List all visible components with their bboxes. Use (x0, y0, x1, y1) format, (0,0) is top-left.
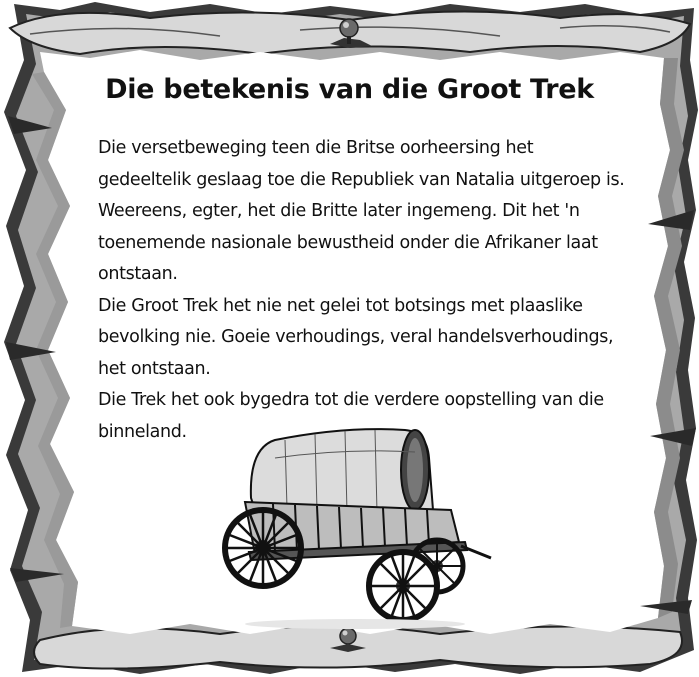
text-line: Die Trek het ook bygedra tot die verdere oopstelling van die (98, 390, 604, 410)
text-line: binneland. (98, 421, 187, 442)
text-line: Die Groot Trek het nie net gelei tot botsings met plaaslike (98, 295, 583, 316)
text-line: Die versetbeweging teen die Britse oorheersing het (98, 138, 534, 158)
wagon-near-wheel (369, 552, 437, 620)
wagon-rear-wheel (225, 510, 301, 586)
text-line: ontstaan. (98, 264, 178, 284)
body-text (98, 133, 668, 448)
text-line: het ontstaan. (98, 358, 211, 379)
text-line: Weereens, egter, het die Britte later ingemeng. Dit het 'n (98, 201, 580, 221)
text-line: toenemende nasionale bewustheid onder die Afrikaner laat (98, 232, 598, 253)
text-line: bevolking nie. Goeie verhoudings, veral handelsverhoudings, (98, 327, 614, 347)
ox-wagon-icon (215, 418, 495, 633)
wagon-shaft (461, 546, 491, 558)
page-title: Die betekenis van die Groot Trek (105, 74, 594, 105)
text-line: gedeeltelik geslaag toe die Republiek van Natalia uitgeroep is. (98, 169, 625, 190)
